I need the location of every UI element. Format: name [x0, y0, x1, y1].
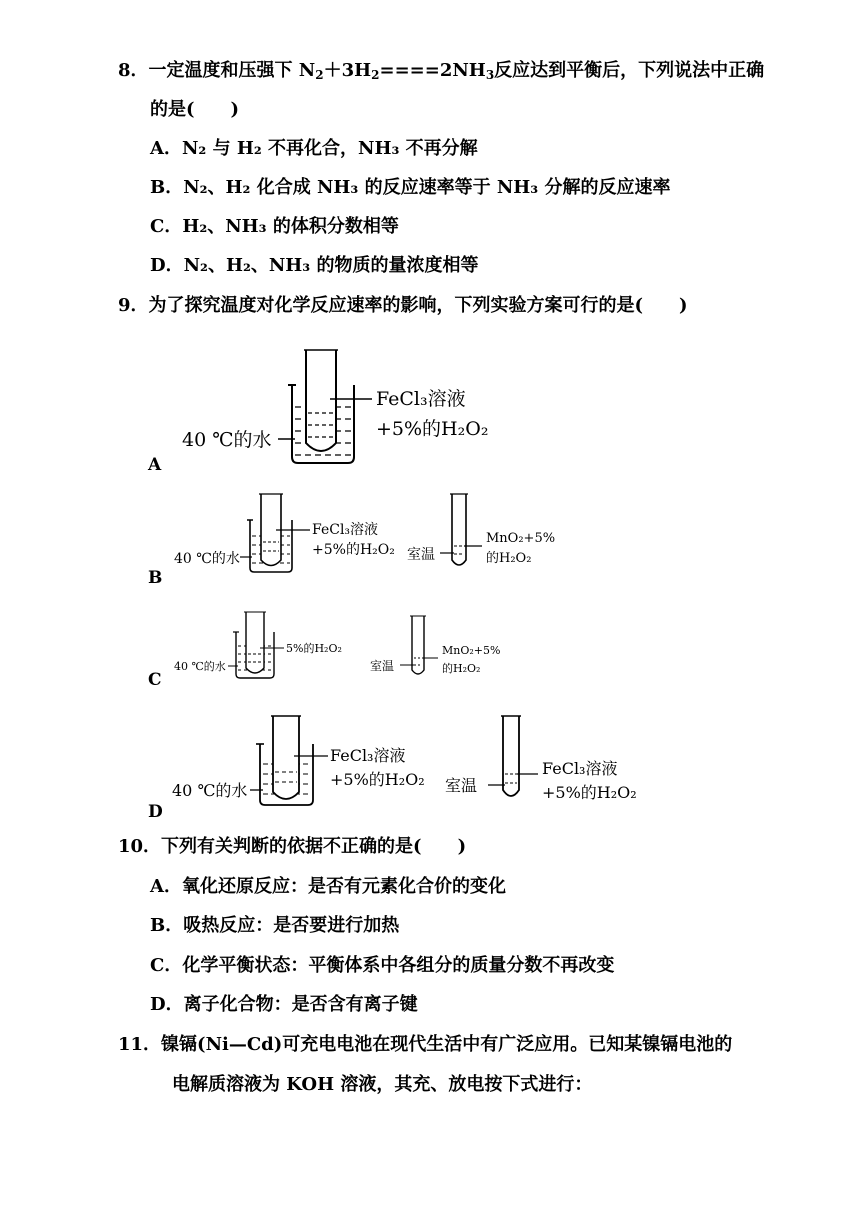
q9-option-a-letter: A — [148, 455, 162, 475]
svg-text:+5%的H₂O₂: +5%的H₂O₂ — [330, 770, 425, 789]
q10-option-c: C．化学平衡状态：平衡体系中各组分的质量分数不再改变 — [150, 955, 615, 976]
q11-line1: 11．镍镉(Ni—Cd)可充电电池在现代生活中有广泛应用。已知某镍镉电池的 — [118, 1034, 733, 1055]
q9-option-c-letter: C — [148, 670, 162, 690]
q11-line2: 电解质溶液为 KOH 溶液，其充、放电按下式进行： — [172, 1074, 593, 1095]
q9-a-fecl3-label: FeCl₃溶液 — [376, 388, 466, 410]
svg-text:+5%的H₂O₂: +5%的H₂O₂ — [312, 542, 395, 558]
q9-stem: 9．为了探究温度对化学反应速率的影响，下列实验方案可行的是( ) — [118, 295, 688, 316]
q8-stem-line1: 8．一定温度和压强下 $N_2+3H_2====2NH_3$反应达到平衡后，下列说法中正确 — [118, 60, 765, 82]
q9-option-b-letter: B — [148, 568, 163, 588]
q9-diagram-c — [172, 610, 572, 690]
q9-a-h2o2-label: +5%的H₂O₂ — [376, 418, 489, 440]
svg-text:40 ℃的水: 40 ℃的水 — [174, 660, 226, 673]
q8-option-a: A．N₂ 与 H₂ 不再化合，NH₃ 不再分解 — [150, 138, 478, 159]
q8-option-b: B．N₂、H₂ 化合成 NH₃ 的反应速率等于 NH₃ 分解的反应速率 — [150, 177, 671, 198]
svg-text:的H₂O₂: 的H₂O₂ — [442, 662, 481, 675]
svg-text:MnO₂+5%: MnO₂+5% — [442, 644, 501, 657]
q8-stem-line2: 的是( ) — [150, 99, 240, 120]
svg-text:5%的H₂O₂: 5%的H₂O₂ — [286, 642, 342, 655]
q9-diagram-a — [180, 345, 500, 470]
svg-text:室温: 室温 — [407, 547, 435, 563]
svg-text:室温: 室温 — [370, 659, 395, 673]
svg-text:MnO₂+5%: MnO₂+5% — [486, 531, 556, 546]
svg-text:+5%的H₂O₂: +5%的H₂O₂ — [542, 783, 637, 802]
q9-option-d-letter: D — [148, 802, 163, 822]
svg-text:FeCl₃溶液: FeCl₃溶液 — [312, 522, 379, 538]
svg-text:FeCl₃溶液: FeCl₃溶液 — [330, 746, 406, 765]
q10-option-d: D．离子化合物：是否含有离子键 — [150, 994, 418, 1015]
q10-option-a: A．氧化还原反应：是否有元素化合价的变化 — [150, 876, 506, 897]
q10-stem: 10．下列有关判断的依据不正确的是( ) — [118, 836, 467, 857]
q8-option-d: D．N₂、H₂、NH₃ 的物质的量浓度相等 — [150, 255, 479, 276]
svg-text:室温: 室温 — [445, 776, 478, 795]
q8-option-c: C．H₂、NH₃ 的体积分数相等 — [150, 216, 399, 237]
q9-diagram-b — [172, 490, 572, 580]
q9-a-water-label: 40 ℃的水 — [182, 429, 272, 451]
svg-text:的H₂O₂: 的H₂O₂ — [486, 551, 532, 566]
svg-text:FeCl₃溶液: FeCl₃溶液 — [542, 759, 618, 778]
q10-option-b: B．吸热反应：是否要进行加热 — [150, 915, 400, 936]
svg-text:40 ℃的水: 40 ℃的水 — [172, 781, 248, 800]
svg-text:40 ℃的水: 40 ℃的水 — [174, 551, 240, 567]
q9-diagram-d — [170, 712, 640, 812]
